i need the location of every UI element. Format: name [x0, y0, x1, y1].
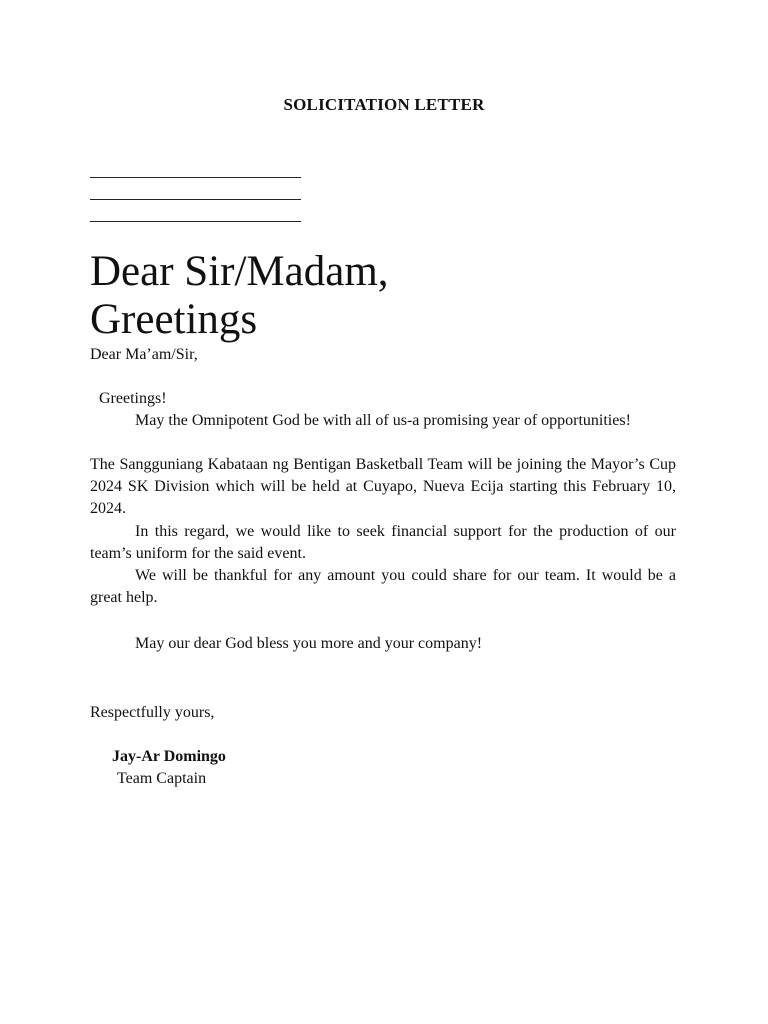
greeting: Greetings! — [99, 390, 167, 407]
salutation: Dear Ma’am/Sir, — [90, 346, 198, 363]
body-paragraph-2: The Sangguniang Kabataan ng Bentigan Basketball Team will be joining the Mayor’s Cup 2024 SK Division which will be held at Cuyapo, Nueva Ecija starting this February 10, 2024. — [90, 456, 676, 517]
closing: Respectfully yours, — [90, 704, 215, 721]
recipient-blank-line-3 — [90, 221, 301, 222]
body-paragraph-3: In this regard, we would like to seek financial support for the production of our team’s uniform for the said event. — [90, 523, 676, 562]
body-paragraph-4: We will be thankful for any amount you could share for our team. It would be a great help. — [90, 567, 676, 606]
body-paragraph-5: May our dear God bless you more and your company! — [135, 635, 483, 652]
body-paragraph-1: May the Omnipotent God be with all of us-a promising year of opportunities! — [135, 412, 631, 429]
recipient-blank-line-1 — [90, 177, 301, 178]
large-salutation: Dear Sir/Madam, — [90, 248, 389, 295]
signer-name: Jay-Ar Domingo — [112, 748, 226, 765]
recipient-blank-line-2 — [90, 199, 301, 200]
document-title: SOLICITATION LETTER — [283, 95, 485, 114]
large-greeting: Greetings — [90, 296, 258, 343]
signer-title: Team Captain — [117, 770, 207, 787]
